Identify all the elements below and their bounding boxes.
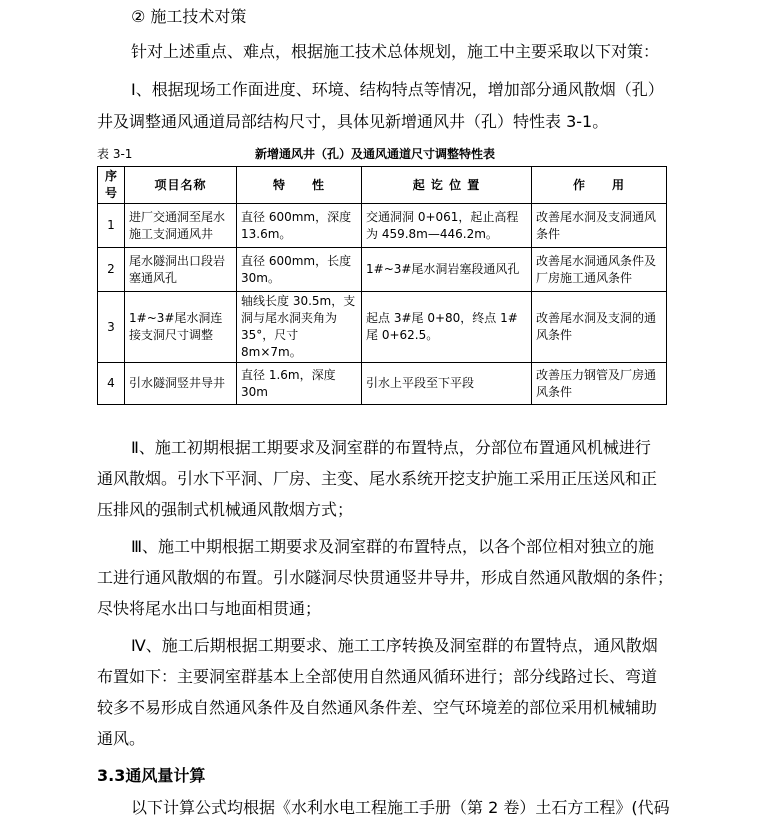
paragraph-4-line-3: 较多不易形成自然通风条件及自然通风条件差、空气环境差的部位采用机械辅助: [97, 698, 658, 717]
paragraph-2-line-2: 通风散烟。引水下平洞、厂房、主变、尾水系统开挖支护施工采用正压送风和正: [97, 469, 658, 488]
paragraph-4-line-4: 通风。: [97, 729, 146, 748]
ventilation-spec-table: [97, 166, 667, 405]
paragraph-3-line-1: Ⅲ、施工中期根据工期要求及洞室群的布置特点，以各个部位相对独立的施: [131, 537, 655, 556]
table-row: [98, 248, 667, 292]
row-number: 4: [98, 363, 125, 405]
purpose: 改善尾水洞及支洞通风条件: [532, 204, 667, 248]
project-name: 尾水隧洞出口段岩塞通风孔: [125, 248, 237, 292]
row-number: 1: [98, 204, 125, 248]
paragraph-2-line-3: 压排风的强制式机械通风散烟方式；: [97, 500, 354, 519]
paragraph-2-line-1: Ⅱ、施工初期根据工期要求及洞室群的布置特点，分部位布置通风机械进行: [131, 438, 651, 457]
position: 引水上平段至下平段: [362, 363, 532, 405]
position: 1#~3#尾水洞岩塞段通风孔: [362, 248, 532, 292]
table-row: [98, 363, 667, 405]
row-number: 3: [98, 292, 125, 363]
paragraph-3-line-3: 尽快将尾水出口与地面相贯通；: [97, 599, 322, 618]
feature: 直径 600mm，深度 13.6m。: [237, 204, 362, 248]
project-name: 1#~3#尾水洞连接支洞尺寸调整: [125, 292, 237, 363]
table-row: [98, 204, 667, 248]
project-name: 引水隧洞竖井导井: [125, 363, 237, 405]
project-name: 进厂交通洞至尾水施工支洞通风井: [125, 204, 237, 248]
paragraph-1-line-1: Ⅰ、根据现场工作面进度、环境、结构特点等情况，增加部分通风散烟（孔）: [131, 80, 664, 99]
paragraph-4-line-1: Ⅳ、施工后期根据工期要求、施工工序转换及洞室群的布置特点，通风散烟: [131, 636, 658, 655]
table-title: 新增通风井（孔）及通风通道尺寸调整特性表: [255, 147, 496, 161]
feature: 轴线长度 30.5m，支洞与尾水洞夹角为 35°，尺寸 8m×7m。: [237, 292, 362, 363]
table-label: 表 3-1: [97, 147, 133, 161]
paragraph-4-line-2: 布置如下：主要洞室群基本上全部使用自然通风循环进行；部分线路过长、弯道: [97, 667, 658, 686]
purpose: 改善尾水洞通风条件及厂房施工通风条件: [532, 248, 667, 292]
feature: 直径 1.6m，深度 30m: [237, 363, 362, 405]
position: 交通洞洞 0+061，起止高程为 459.8m—446.2m。: [362, 204, 532, 248]
feature: 直径 600mm，长度 30m。: [237, 248, 362, 292]
header-cell: 作 用: [532, 167, 667, 204]
subsection-heading: ② 施工技术对策: [131, 7, 247, 26]
header-cell: 项目名称: [125, 167, 237, 204]
header-cell: 起 讫 位 置: [362, 167, 532, 204]
table-row: [98, 292, 667, 363]
header-cell: 特 性: [237, 167, 362, 204]
section-heading: 3.3通风量计算: [97, 766, 206, 785]
position: 起点 3#尾 0+80，终点 1#尾 0+62.5。: [362, 292, 532, 363]
paragraph-3-line-2: 工进行通风散烟的布置。引水隧洞尽快贯通竖井导井，形成自然通风散烟的条件；: [97, 568, 674, 587]
calculation-intro-line: 以下计算公式均根据《水利水电工程施工手册（第 2 卷）土石方工程》(代码: [131, 798, 670, 817]
purpose: 改善压力钢管及厂房通风条件: [532, 363, 667, 405]
table-header-row: [98, 167, 667, 204]
intro-paragraph: 针对上述重点、难点，根据施工技术总体规划，施工中主要采取以下对策：: [131, 42, 660, 61]
header-cell: 序号: [98, 167, 125, 204]
paragraph-1-line-2: 井及调整通风通道局部结构尺寸，具体见新增通风井（孔）特性表 3-1。: [97, 112, 609, 131]
row-number: 2: [98, 248, 125, 292]
purpose: 改善尾水洞及支洞的通风条件: [532, 292, 667, 363]
